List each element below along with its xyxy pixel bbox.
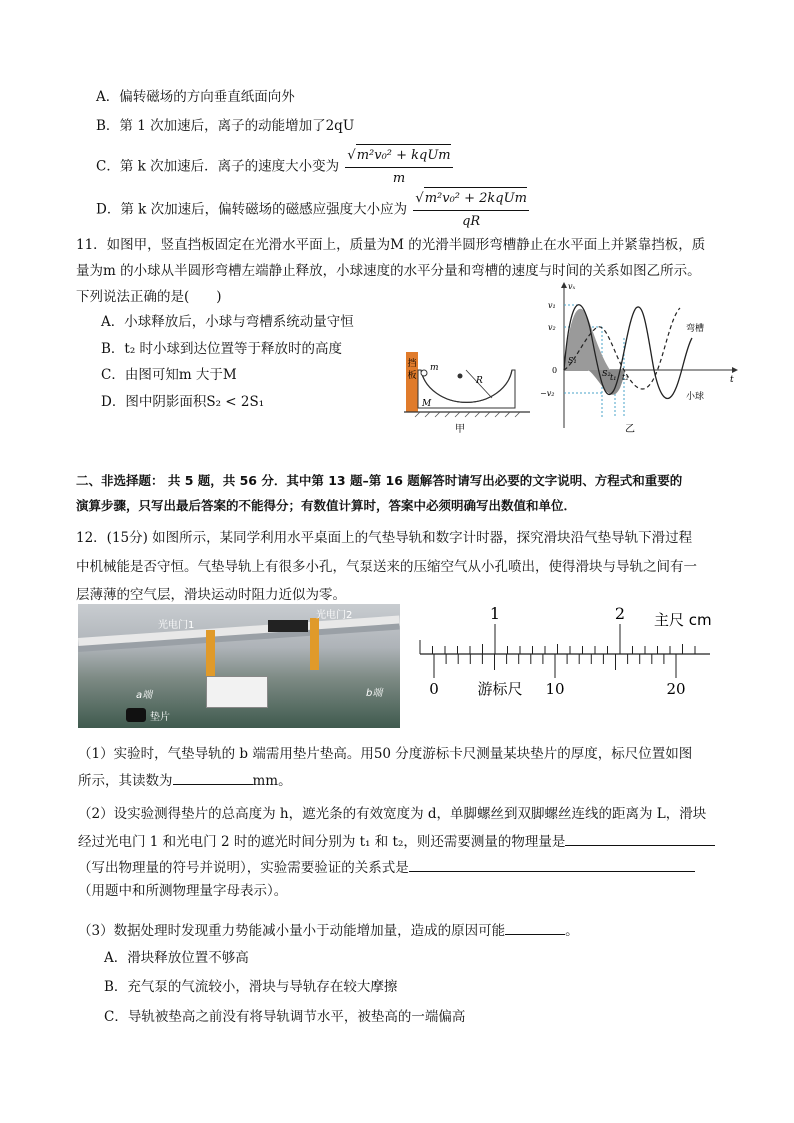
q11-option-c: C．由图可知m 大于M (101, 367, 237, 383)
q11-option-d: D．图中阴影面积S₂ < 2S₁ (101, 394, 265, 410)
baffle-label-1: 挡 (407, 359, 417, 369)
q12-stem-line2: 中机械能是否守恒。气垫导轨上有很多小孔，气泵送来的压缩空气从小孔喷出，使得滑块与导轨之间有一 (76, 559, 697, 575)
q10-option-c-formula: $\frac{\text{√m²v₀² + kqUm}}{m}$ (345, 144, 452, 190)
label-s1: S₁ (568, 356, 577, 365)
formula-denominator: m (392, 171, 406, 186)
q12-part1-line2 (78, 770, 292, 790)
air-track-photo (78, 604, 400, 728)
formula-denominator: qR (462, 214, 481, 229)
gate2-label: 光电门2 (316, 610, 353, 621)
vernier-label-10: 10 (545, 680, 565, 698)
label-s2: S₂ (602, 369, 611, 378)
y-axis-label: vₓ (568, 282, 576, 291)
tick-t1: t₁ (610, 373, 617, 382)
q10-option-d-text: D．第 k 次加速后，偏转磁场的磁感应强度大小应为 (96, 201, 408, 218)
main-scale-label-2: 2 (614, 604, 626, 623)
groove-mass-label: M (422, 399, 432, 409)
tick-v1: v₁ (548, 301, 556, 310)
main-scale-title: 主尺 cm (654, 611, 712, 629)
digital-timer (206, 676, 268, 708)
q11-stem-line1: 11．如图甲，竖直挡板固定在光滑水平面上，质量为M 的光滑半圆形弯槽静止在水平面上并紧靠挡板，质 (76, 237, 706, 253)
q10-option-d (96, 187, 529, 233)
b-end-label: b端 (366, 688, 383, 699)
q11-stem-line2: 量为m 的小球从半圆形弯槽左端静止释放，小球速度的水平分量和弯槽的速度与时间的关系如图乙所示。 (76, 263, 701, 279)
tick-t2: t₂ (622, 373, 629, 382)
figure-caption-jia: 甲 (455, 424, 465, 435)
q10-option-c (96, 144, 453, 190)
vernier-label-20: 20 (666, 680, 686, 698)
q12-part3-end: 。 (565, 923, 579, 939)
vernier-title: 游标尺 (477, 680, 523, 698)
q12-part2-relation-text: （写出物理量的符号并说明），实验需要验证的关系式是 (78, 860, 409, 876)
gate1-shape (206, 630, 215, 680)
q12-part3-option-c: C．导轨被垫高之前没有将导轨调节水平，被垫高的一端偏高 (104, 1009, 466, 1025)
legend-ball: 小球 (686, 392, 705, 402)
formula-numerator: m²v₀² + kqUm (356, 144, 451, 167)
q12-part1-unit: mm。 (252, 773, 292, 789)
q11-stem-line3: 下列说法正确的是( ) (76, 289, 222, 305)
q12-part2-line4: （用题中和所测物理量字母表示）。 (78, 883, 288, 899)
figure-caption-yi: 乙 (625, 424, 635, 435)
q12-part2-quantity-blank[interactable] (565, 831, 715, 846)
center-dot (458, 374, 463, 379)
gate1-label: 光电门1 (158, 620, 195, 631)
tick-v2: v₂ (548, 323, 556, 332)
ball-shape (421, 370, 427, 376)
figure-yi (540, 278, 740, 438)
q12-part2-line2 (78, 831, 715, 851)
q12-part2-text: 经过光电门 1 和光电门 2 时的遮光时间分别为 t₁ 和 t₂，则还需要测量的物理量是 (78, 834, 566, 850)
formula-numerator: m²v₀² + 2kqUm (424, 187, 527, 210)
slider-block (268, 620, 308, 632)
q12-stem-line3: 层薄薄的空气层，滑块运动时阻力近似为零。 (76, 587, 346, 603)
q12-part2-line1: （2）设实验测得垫片的总高度为 h，遮光条的有效宽度为 d，单脚螺丝到双脚螺丝连线的距离为 L，滑块 (78, 806, 707, 822)
q10-option-b: B．第 1 次加速后，离子的动能增加了2qU (96, 118, 355, 134)
y-axis-arrow (561, 282, 567, 288)
q10-option-a: A．偏转磁场的方向垂直纸面向外 (96, 89, 295, 105)
section-2-heading-line2: 演算步骤，只写出最后答案的不能得分；有数值计算时，答案中必须明确写出数值和单位． (76, 498, 577, 513)
t-axis-label: t (730, 375, 734, 385)
q11-option-a: A．小球释放后，小球与弯槽系统动量守恒 (101, 314, 354, 330)
section-2-heading-line1: 二、非选择题： 共 5 题，共 56 分．其中第 13 题–第 16 题解答时请写出必要的文字说明、方程式和重要的 (76, 473, 683, 488)
q12-part3-text: （3）数据处理时发现重力势能减小量小于动能增加量，造成的原因可能 (78, 923, 506, 939)
tick-neg-v2: −v₂ (540, 389, 555, 398)
vernier-caliper (410, 604, 730, 704)
vernier-label-0: 0 (429, 680, 439, 698)
q12-part1-text: 所示，其读数为 (78, 773, 173, 789)
q10-option-c-text: C．第 k 次加速后．离子的速度大小变为 (96, 158, 340, 175)
legend-groove: 弯槽 (686, 324, 705, 334)
q12-part1-line1: （1）实验时，气垫导轨的 b 端需用垫片垫高。用50 分度游标卡尺测量某块垫片的厚度，标尺位置如图 (78, 746, 693, 762)
pads-shape (126, 708, 146, 722)
q12-part3-blank[interactable] (505, 920, 565, 935)
ground-hatch (415, 412, 520, 417)
main-scale-label-1: 1 (489, 604, 501, 623)
tick-zero: 0 (552, 366, 558, 375)
q12-part3-line (78, 920, 579, 940)
pad-label: 垫片 (150, 712, 170, 723)
t-axis-arrow (732, 367, 738, 373)
q12-part2-line3 (78, 857, 695, 877)
ball-label: m (430, 363, 439, 373)
vernier-scale-ticks (434, 654, 676, 678)
q12-part3-option-a: A．滑块释放位置不够高 (104, 950, 249, 966)
q10-option-d-formula: $\frac{\text{√m²v₀² + 2kqUm}}{qR}$ (413, 187, 529, 233)
gate2-shape (310, 618, 319, 670)
q12-part2-relation-blank[interactable] (409, 857, 695, 872)
q12-stem-line1: 12．(15分) 如图所示，某同学利用水平桌面上的气垫导轨和数字计时器，探究滑块沿气垫导轨下滑过程 (76, 530, 693, 546)
a-end-label: a端 (136, 690, 153, 701)
figure-jia (400, 320, 540, 435)
q12-part1-answer-blank[interactable] (173, 770, 253, 785)
q12-part3-option-b: B．充气泵的气流较小，滑块与导轨存在较大摩擦 (104, 979, 398, 995)
q11-option-b: B．t₂ 时小球到达位置等于释放时的高度 (101, 341, 343, 357)
baffle-label-2: 板 (407, 371, 417, 381)
radius-label: R (476, 376, 483, 386)
